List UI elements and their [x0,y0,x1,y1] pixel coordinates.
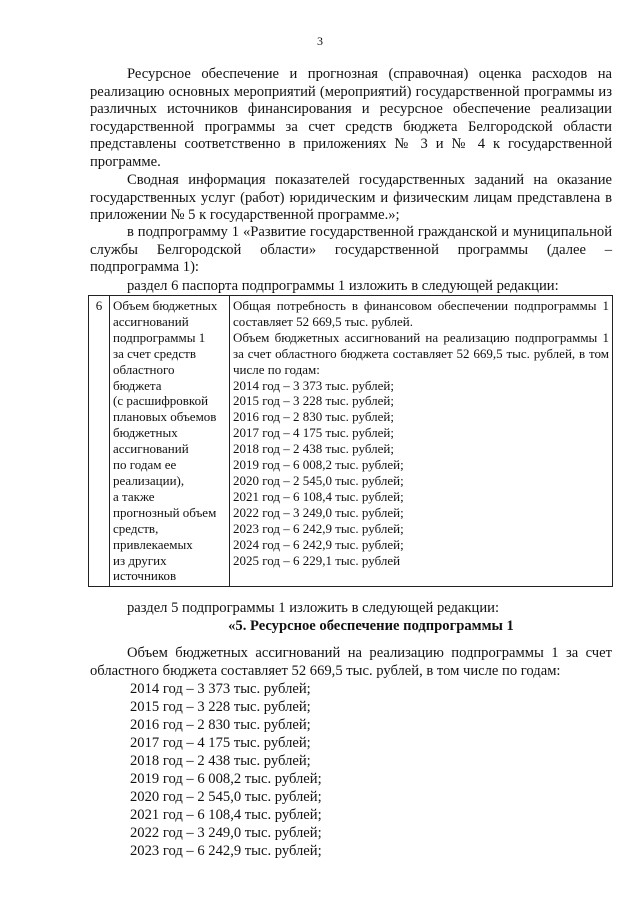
label-line: плановых объемов [113,409,217,425]
paragraph-resource-support: Ресурсное обеспечение и прогнозная (справочная) оценка расходов на реализацию основных мероприятий (мероприятий) государственной программы из различных источников финансирования и ресурсное обеспечение реализации государственной программы за счет средств бюджета Белгородской области представлены соответственно в приложениях № 3 и № 4 к государственной программе. [90,66,612,170]
list-item: 2017 год – 4 175 тыс. рублей; [130,735,311,751]
year-amount: 2015 год – 3 228 тыс. рублей; [233,393,394,409]
year-amount: 2014 год – 3 373 тыс. рублей; [233,377,394,393]
table-row [89,296,613,587]
label-line: источников [113,568,177,584]
paragraph-section5-intro: раздел 5 подпрограммы 1 изложить в следующей редакции: [127,600,500,616]
year-amount: 2019 год – 6 008,2 тыс. рублей; [233,457,404,473]
label-line: реализации), [113,472,185,488]
year-amount: 2022 год – 3 249,0 тыс. рублей; [233,504,404,520]
label-line: (с расшифровкой [113,393,209,409]
row-number-cell: 6 [89,296,110,587]
row-label-cell [110,296,230,587]
list-item: 2023 год – 6 242,9 тыс. рублей; [130,843,322,859]
paragraph-passport-section: раздел 6 паспорта подпрограммы 1 изложить в следующей редакции: [127,278,559,294]
list-item: 2014 год – 3 373 тыс. рублей; [130,681,311,697]
label-line: а также [113,488,155,504]
year-amount: 2023 год – 6 242,9 тыс. рублей; [233,520,404,536]
list-item: 2022 год – 3 249,0 тыс. рублей; [130,825,322,841]
list-item: 2019 год – 6 008,2 тыс. рублей; [130,771,322,787]
label-line: Объем бюджетных [113,298,218,313]
row-content-cell [230,296,613,587]
label-line: привлекаемых [113,536,193,552]
label-line: по годам ее [113,457,177,473]
section-heading: «5. Ресурсное обеспечение подпрограммы 1 [228,618,514,634]
label-line: средств, [113,520,159,536]
label-line: ассигнований [113,313,189,329]
list-item: 2021 год – 6 108,4 тыс. рублей; [130,807,322,823]
label-line: ассигнований [113,441,189,457]
label-line: прогнозный объем [113,504,217,520]
year-amount: 2016 год – 2 830 тыс. рублей; [233,409,394,425]
years-list [130,680,322,860]
passport-table [88,295,613,587]
year-amount: 2025 год – 6 229,1 тыс. рублей [233,552,401,568]
list-item: 2016 год – 2 830 тыс. рублей; [130,717,311,733]
paragraph-state-assignments: Сводная информация показателей государственных заданий на оказание государственных услуг (работ) юридическим и физическим лицам представлена в приложении № 5 к государственной программе.»; [90,172,612,224]
label-line: бюджетных [113,425,178,441]
list-item: 2015 год – 3 228 тыс. рублей; [130,699,311,715]
label-line: областного [113,361,175,377]
label-line: за счет средств [113,345,196,361]
label-line: подпрограммы 1 [113,329,206,345]
content-total-need: Общая потребность в финансовом обеспечении подпрограммы 1 составляет 52 669,5 тыс. рублей. [233,298,609,329]
year-amount: 2018 год – 2 438 тыс. рублей; [233,441,394,457]
year-amount: 2020 год – 2 545,0 тыс. рублей; [233,472,404,488]
page-number: 3 [317,34,323,48]
content-budget-allocation: Объем бюджетных ассигнований на реализацию подпрограммы 1 за счет областного бюджета составляет 52 669,5 тыс. рублей, в том числе по годам: [233,329,609,377]
paragraph-budget-allocation: Объем бюджетных ассигнований на реализацию подпрограммы 1 за счет областного бюджета составляет 52 669,5 тыс. рублей, в том числе по годам: [90,645,612,679]
year-amount: 2024 год – 6 242,9 тыс. рублей; [233,536,404,552]
label-line: бюджета [113,377,162,393]
year-amount: 2021 год – 6 108,4 тыс. рублей; [233,488,404,504]
year-amount: 2017 год – 4 175 тыс. рублей; [233,425,394,441]
paragraph-subprogram-intro: в подпрограмму 1 «Развитие государственной гражданской и муниципальной службы Белгородской области» государственной программы (далее – подпрограмма 1): [90,224,612,276]
list-item: 2020 год – 2 545,0 тыс. рублей; [130,789,322,805]
list-item: 2018 год – 2 438 тыс. рублей; [130,753,311,769]
label-line: из других [113,552,167,568]
